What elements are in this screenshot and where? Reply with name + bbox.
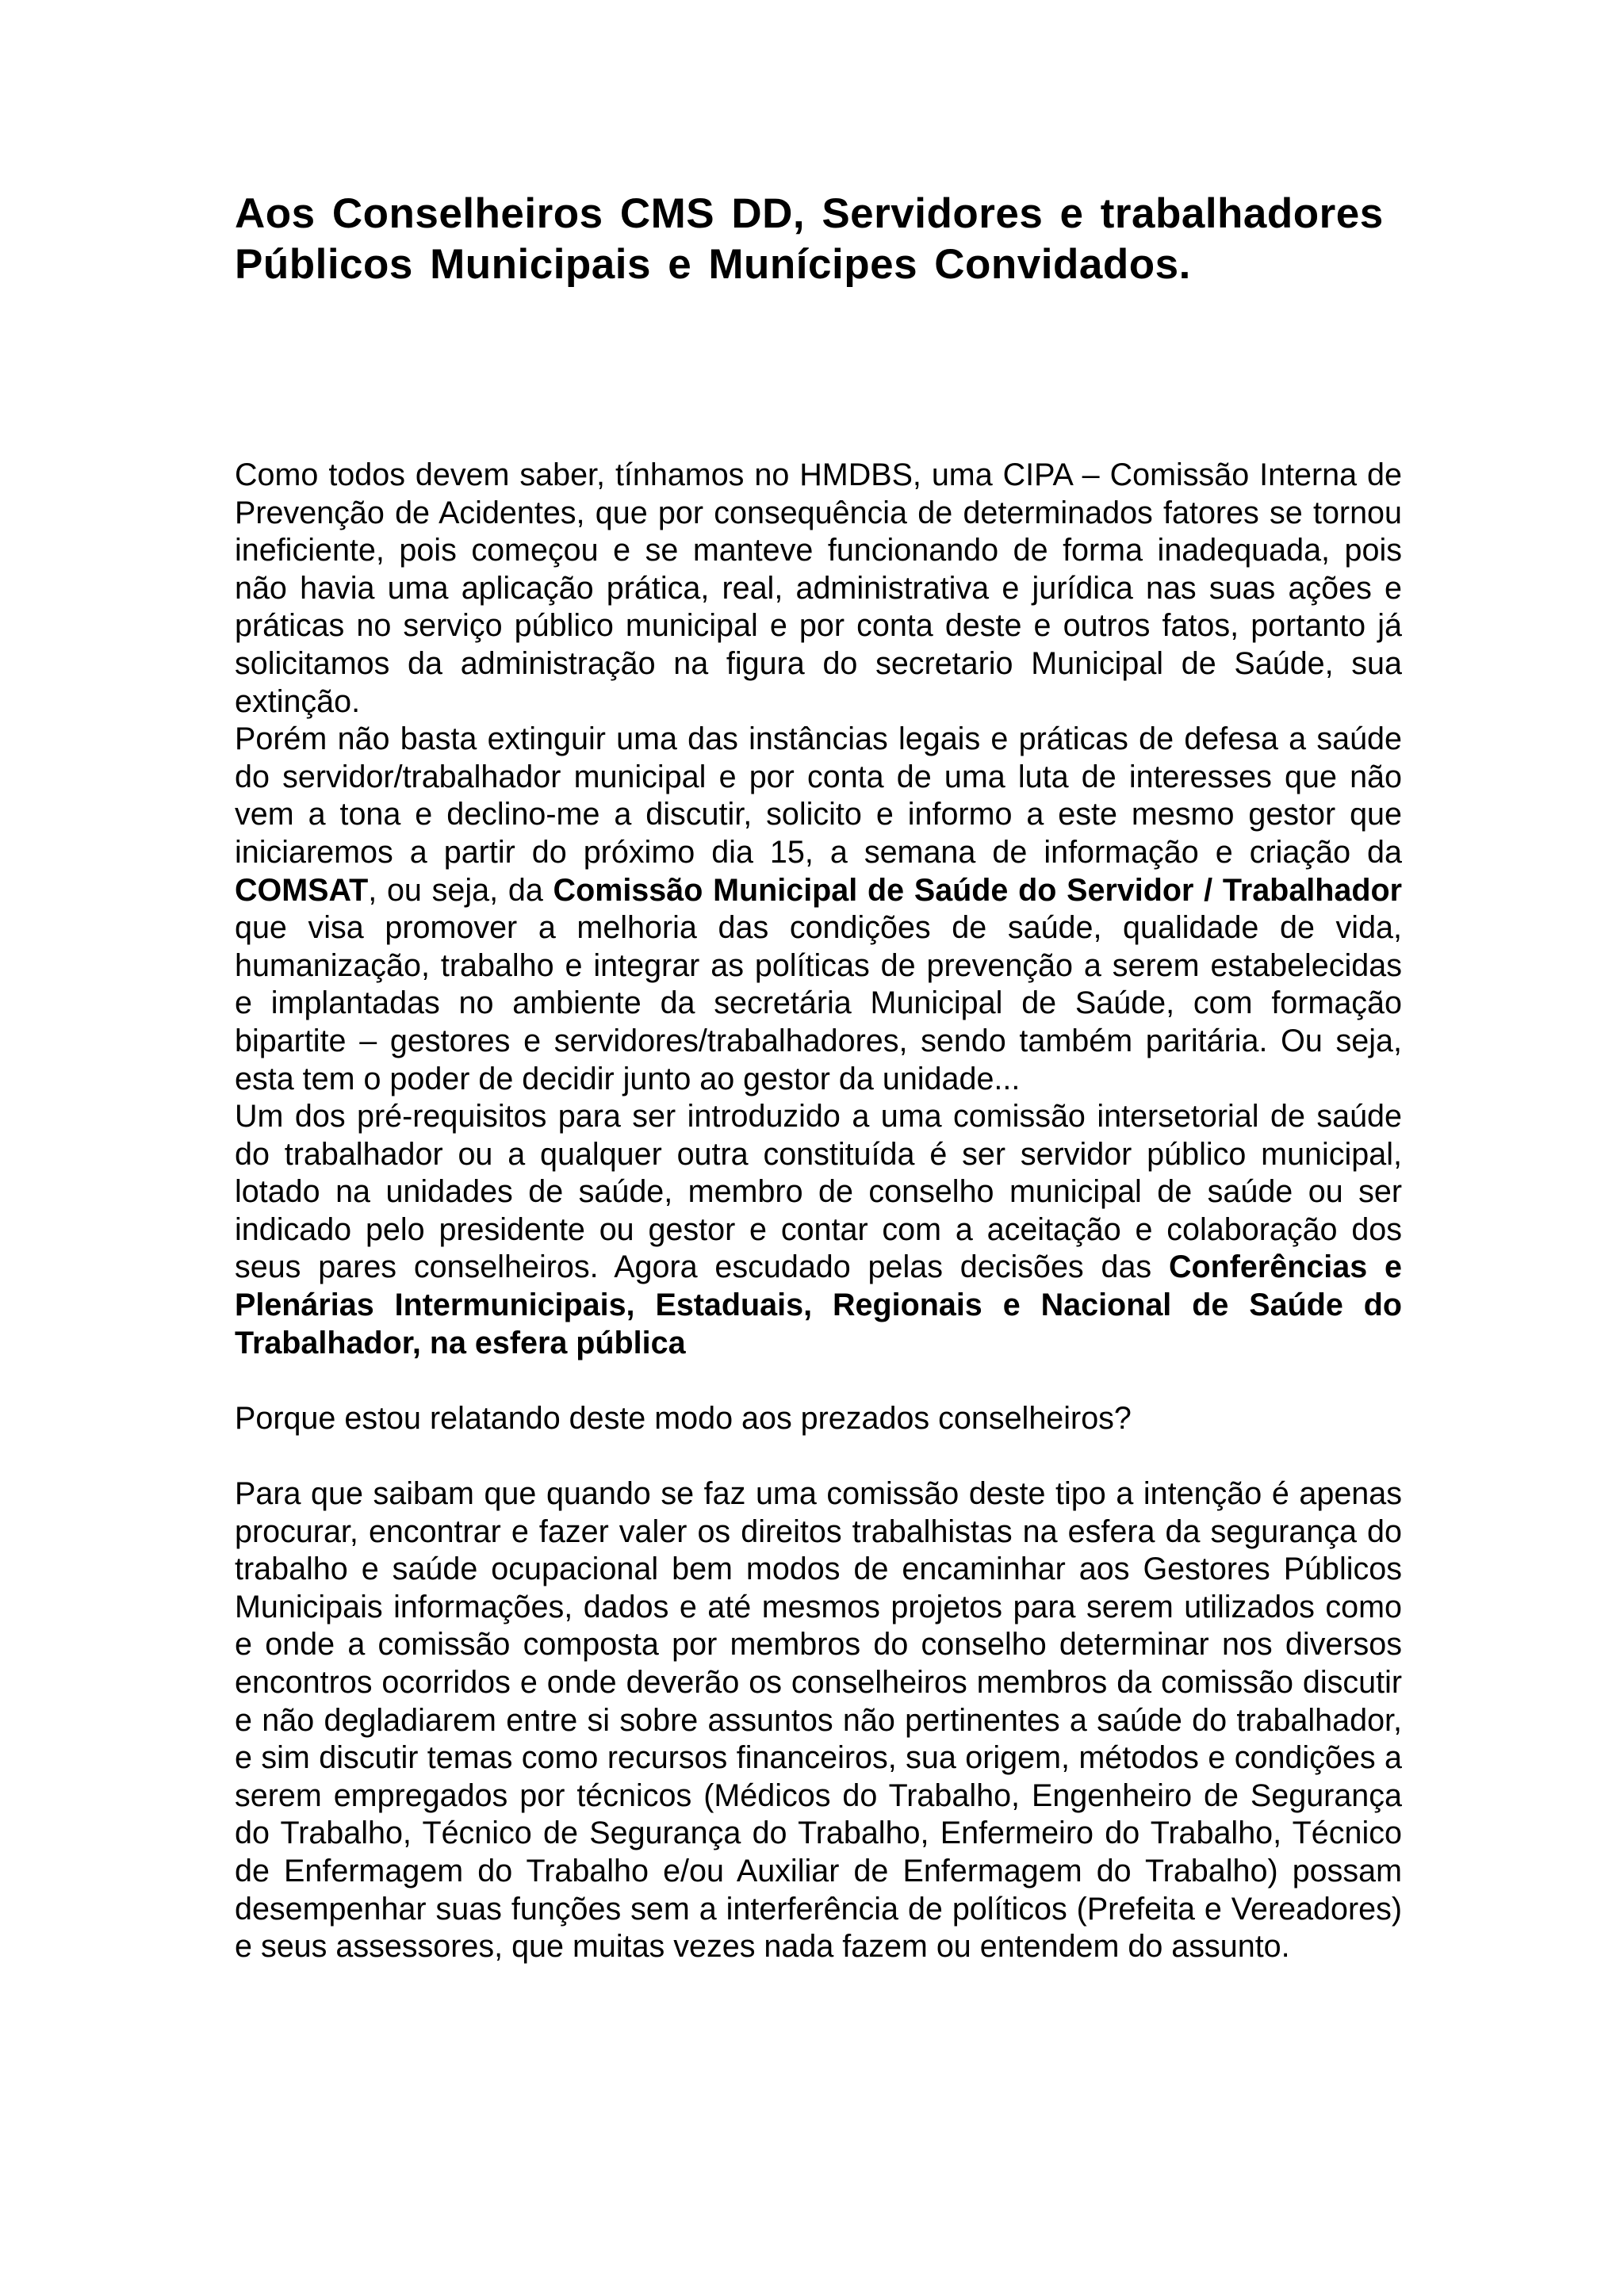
paragraph-comsat-text-1: Porém não basta extinguir uma das instâncias legais e práticas de defesa a saúde do servidor/trabalhador municipal e por conta de uma luta de interesses que não vem a tona e declino-me a discutir, solicito e informo a este mesmo gestor que iniciaremos a partir do próximo dia 15, a semana de informação e criação da xyxy=(235,721,1402,870)
document-body xyxy=(235,457,1402,1966)
paragraph-comsat-text-2: , ou seja, da xyxy=(368,872,553,908)
document-title: Aos Conselheiros CMS DD, Servidores e trabalhadores Públicos Municipais e Munícipes Convidados. xyxy=(235,190,1384,288)
document-content xyxy=(235,189,1402,1966)
comsat-full-name: Comissão Municipal de Saúde do Servidor / Trabalhador xyxy=(553,872,1402,908)
comsat-acronym: COMSAT xyxy=(235,872,369,908)
conferences-emphasis: Conferências e Plenárias Intermunicipais, Estaduais, Regionais e Nacional de Saúde do Trabalhador, na esfera pública xyxy=(235,1249,1402,1360)
paragraph-comsat-text-3: que visa promover a melhoria das condições de saúde, qualidade de vida, humanização, trabalho e integrar as políticas de prevenção a serem estabelecidas e implantadas no ambiente da secretária Municipal de Saúde, com formação bipartite – gestores e servidores/trabalhadores, sendo também paritária. Ou seja, esta tem o poder de decidir junto ao gestor da unidade... xyxy=(235,910,1402,1096)
paragraph-requisites-text: Um dos pré-requisitos para ser introduzido a uma comissão intersetorial de saúde do trabalhador ou a qualquer outra constituída é ser servidor público municipal, lotado na unidades de saúde, membro de conselho municipal de saúde ou ser indicado pelo presidente ou gestor e contar com a aceitação e colaboração dos seus pares conselheiros. Agora escudado pelas decisões das xyxy=(235,1099,1402,1285)
paragraph-comsat xyxy=(235,721,1402,1098)
paragraph-question: Porque estou relatando deste modo aos prezados conselheiros? xyxy=(235,1400,1132,1436)
paragraph-requisites xyxy=(235,1098,1402,1362)
paragraph-purpose: Para que saibam que quando se faz uma comissão deste tipo a intenção é apenas procurar, encontrar e fazer valer os direitos trabalhistas na esfera da segurança do trabalho e saúde ocupacional bem modos de encaminhar aos Gestores Públicos Municipais informações, dados e até mesmos projetos para serem utilizados como e onde a comissão composta por membros do conselho determinar nos diversos encontros ocorridos e onde deverão os conselheiros membros da comissão discutir e não degladiarem entre si sobre assuntos não pertinentes a saúde do trabalhador, e sim discutir temas como recursos financeiros, sua origem, métodos e condições a serem empregados por técnicos (Médicos do Trabalho, Engenheiro de Segurança do Trabalho, Técnico de Segurança do Trabalho, Enfermeiro do Trabalho, Técnico de Enfermagem do Trabalho e/ou Auxiliar de Enfermagem do Trabalho) possam desempenhar suas funções sem a interferência de políticos (Prefeita e Vereadores) e seus assessores, que muitas vezes nada fazem ou entendem do assunto. xyxy=(235,1476,1402,1965)
paragraph-cipa: Como todos devem saber, tínhamos no HMDBS, uma CIPA – Comissão Interna de Prevenção de Acidentes, que por consequência de determinados fatores se tornou ineficiente, pois começou e se manteve funcionando de forma inadequada, pois não havia uma aplicação prática, real, administrativa e jurídica nas suas ações e práticas no serviço público municipal e por conta deste e outros fatos, portanto já solicitamos da administração na figura do secretario Municipal de Saúde, sua extinção. xyxy=(235,457,1402,719)
